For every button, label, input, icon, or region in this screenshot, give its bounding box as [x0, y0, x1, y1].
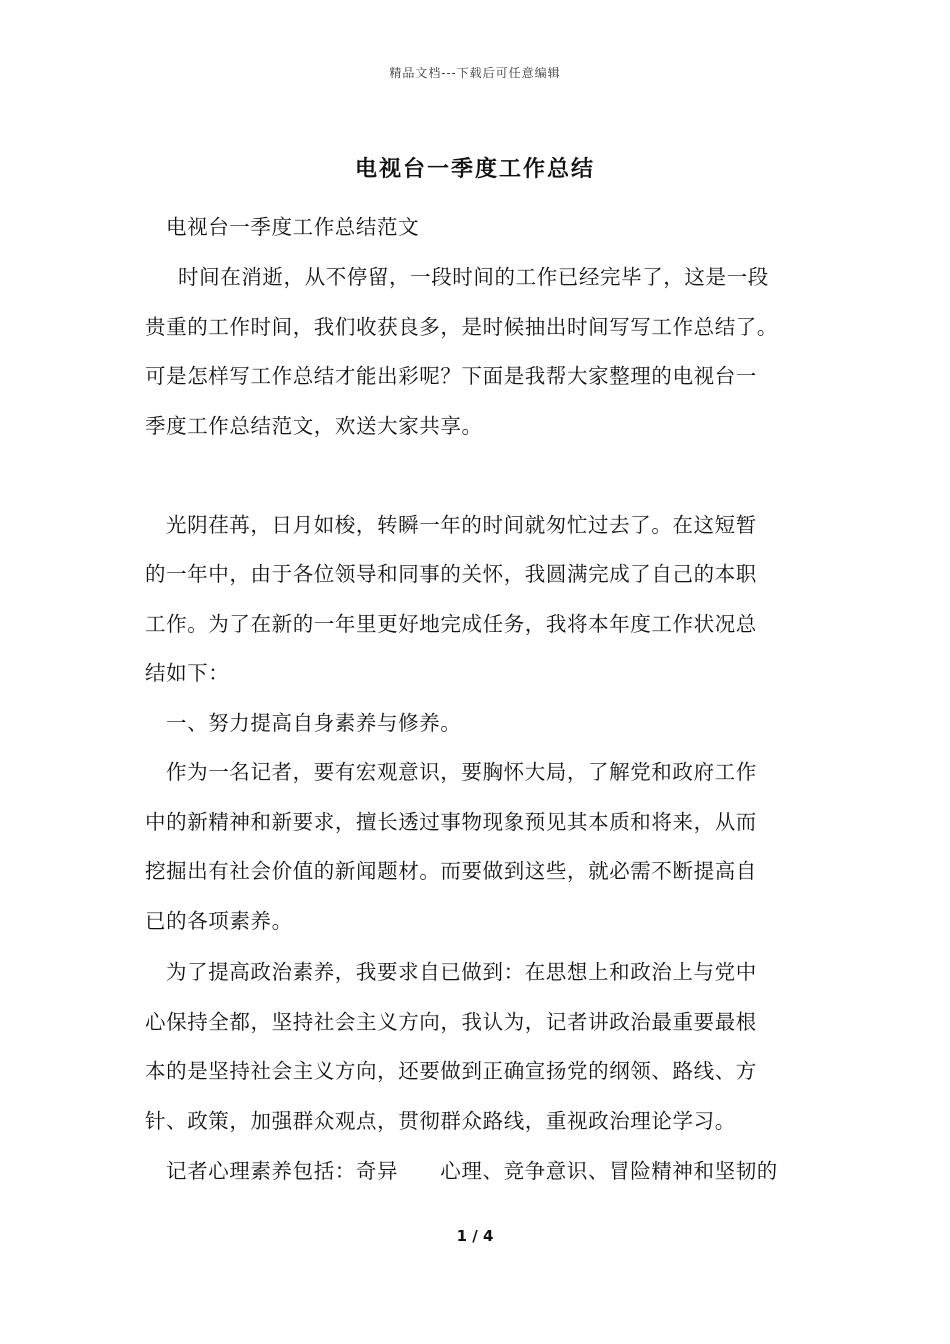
paragraph-line: 针、政策，加强群众观点，贯彻群众路线，重视政治理论学习。: [145, 1109, 736, 1133]
paragraph-line: 中的新精神和新要求，擅长透过事物现象预见其本质和将来，从而: [145, 810, 757, 834]
subtitle-line: 电视台一季度工作总结范文: [166, 215, 420, 239]
paragraph-line: 工作。为了在新的一年里更好地完成任务，我将本年度工作状况总: [145, 612, 757, 636]
paragraph-line: 为了提高政治素养，我要求自已做到：在思想上和政治上与党中: [166, 960, 757, 984]
paragraph-line: 时间在消逝，从不停留，一段时间的工作已经完毕了，这是一段: [178, 265, 769, 289]
paragraph-line: 光阴荏苒，日月如梭，转瞬一年的时间就匆忙过去了。在这短暂: [166, 513, 757, 537]
paragraph-line: 已的各项素养。: [145, 909, 293, 933]
document-title: 电视台一季度工作总结: [354, 156, 595, 182]
paragraph-line: 本的是坚持社会主义方向，还要做到正确宣扬党的纲领、路线、方: [145, 1059, 757, 1083]
section-heading: 一、努力提高自身素养与修养。: [166, 711, 462, 735]
paragraph-line: 心保持全都，坚持社会主义方向，我认为，记者讲政治最重要最根: [145, 1010, 757, 1034]
paragraph-line: 的一年中，由于各位领导和同事的关怀，我圆满完成了自己的本职: [145, 562, 757, 586]
paragraph-line: 结如下：: [145, 661, 230, 685]
page-header: 精品文档---下载后可任意编辑: [389, 66, 561, 80]
paragraph-line: 季度工作总结范文，欢送大家共享。: [145, 414, 483, 438]
paragraph-line: 作为一名记者，要有宏观意识，要胸怀大局，了解党和政府工作: [166, 760, 757, 784]
paragraph-line: 记者心理素养包括：奇异 心理、竞争意识、冒险精神和坚韧的: [166, 1159, 778, 1183]
paragraph-line: 挖掘出有社会价值的新闻题材。而要做到这些，就必需不断提高自: [145, 859, 757, 883]
paragraph-line: 可是怎样写工作总结才能出彩呢？下面是我帮大家整理的电视台一: [145, 364, 757, 388]
page-number: 1 / 4: [456, 1227, 494, 1245]
paragraph-line: 贵重的工作时间，我们收获良多，是时候抽出时间写写工作总结了。: [145, 315, 778, 339]
